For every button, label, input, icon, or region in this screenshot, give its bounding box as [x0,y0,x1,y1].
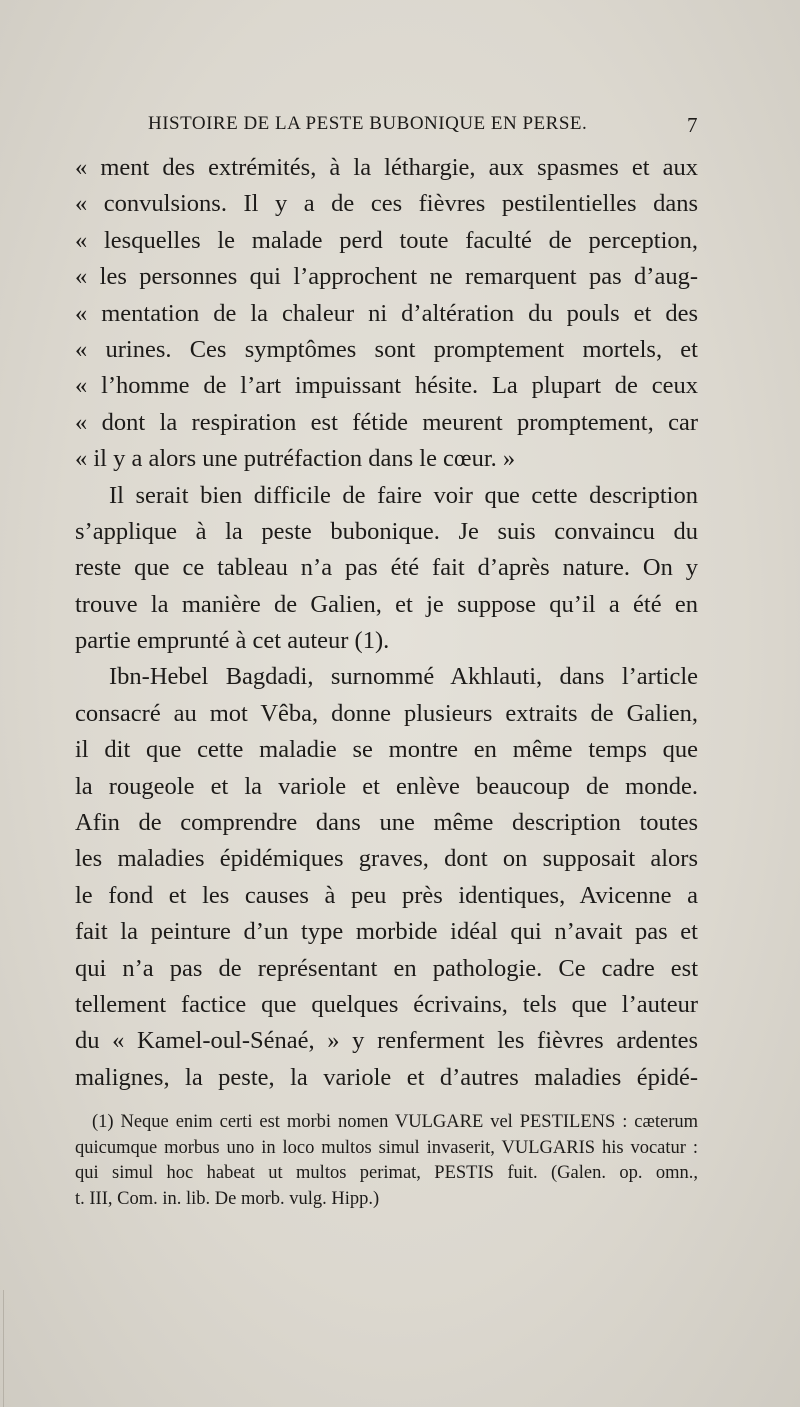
text-line: tellement factice que quelques écrivains, tels que l’auteur [75,990,698,1018]
paragraph-first-line: Il serait bien difficile de faire voir que cette description [109,481,698,509]
text-line: la rougeole et la variole et enlève beaucoup de monde. [75,772,698,800]
page-edge-mark [3,1290,4,1407]
running-title: HISTOIRE DE LA PESTE BUBONIQUE EN PERSE. [148,113,588,134]
text-line: « convulsions. Il y a de ces fièvres pestilentielles dans [75,190,698,218]
footnote [75,1110,698,1212]
text-line: qui n’a pas de représentant en pathologie. Ce cadre est [75,954,698,982]
page-header [148,113,698,143]
text-line: « urines. Ces symptômes sont promptement mortels, et [75,335,698,363]
text-line: les maladies épidémiques graves, dont on supposait alors [75,845,698,873]
text-line: reste que ce tableau n’a pas été fait d’après nature. On y [75,554,698,582]
text-line: « dont la respiration est fétide meurent promptement, car [75,408,698,436]
text-line: « les personnes qui l’approchent ne remarquent pas d’aug- [75,263,698,291]
text-line: le fond et les causes à peu près identiques, Avicenne a [75,881,698,909]
text-line: partie emprunté à cet auteur (1). [75,627,390,655]
text-line: du « Kamel-oul-Sénaé, » y renferment les fièvres ardentes [75,1027,698,1055]
text-line: « lesquelles le malade perd toute faculté de perception, [75,226,698,254]
paragraph-first-line: Ibn-Hebel Bagdadi, surnommé Akhlauti, dans l’article [109,663,698,691]
text-line: consacré au mot Vêba, donne plusieurs extraits de Galien, [75,699,698,727]
footnote-line: (1) Neque enim certi est morbi nomen VULGARE vel PESTILENS : cæterum [92,1112,698,1132]
text-line: « l’homme de l’art impuissant hésite. La plupart de ceux [75,372,698,400]
footnote-line: quicumque morbus uno in loco multos simul invaserit, VULGARIS his vocatur : [75,1137,698,1158]
text-line: malignes, la peste, la variole et d’autres maladies épidé- [75,1063,698,1091]
text-line: « ment des extrémités, à la léthargie, aux spasmes et aux [75,154,698,181]
text-line: fait la peinture d’un type morbide idéal qui n’avait pas et [75,918,698,946]
text-line: trouve la manière de Galien, et je suppose qu’il a été en [75,590,698,618]
main-text [75,150,698,1096]
text-line: s’applique à la peste bubonique. Je suis convaincu du [75,517,698,545]
text-line: il dit que cette maladie se montre en même temps que [75,736,698,764]
page-number: 7 [687,113,698,137]
text-line: « il y a alors une putréfaction dans le cœur. » [75,445,516,473]
text-line: « mentation de la chaleur ni d’altération du pouls et des [75,299,698,327]
footnote-line: t. III, Com. in. lib. De morb. vulg. Hipp.) [75,1188,380,1209]
footnote-line: qui simul hoc habeat ut multos perimat, PESTIS fuit. (Galen. op. omn., [75,1163,698,1183]
text-line: Afin de comprendre dans une même description toutes [75,809,698,837]
